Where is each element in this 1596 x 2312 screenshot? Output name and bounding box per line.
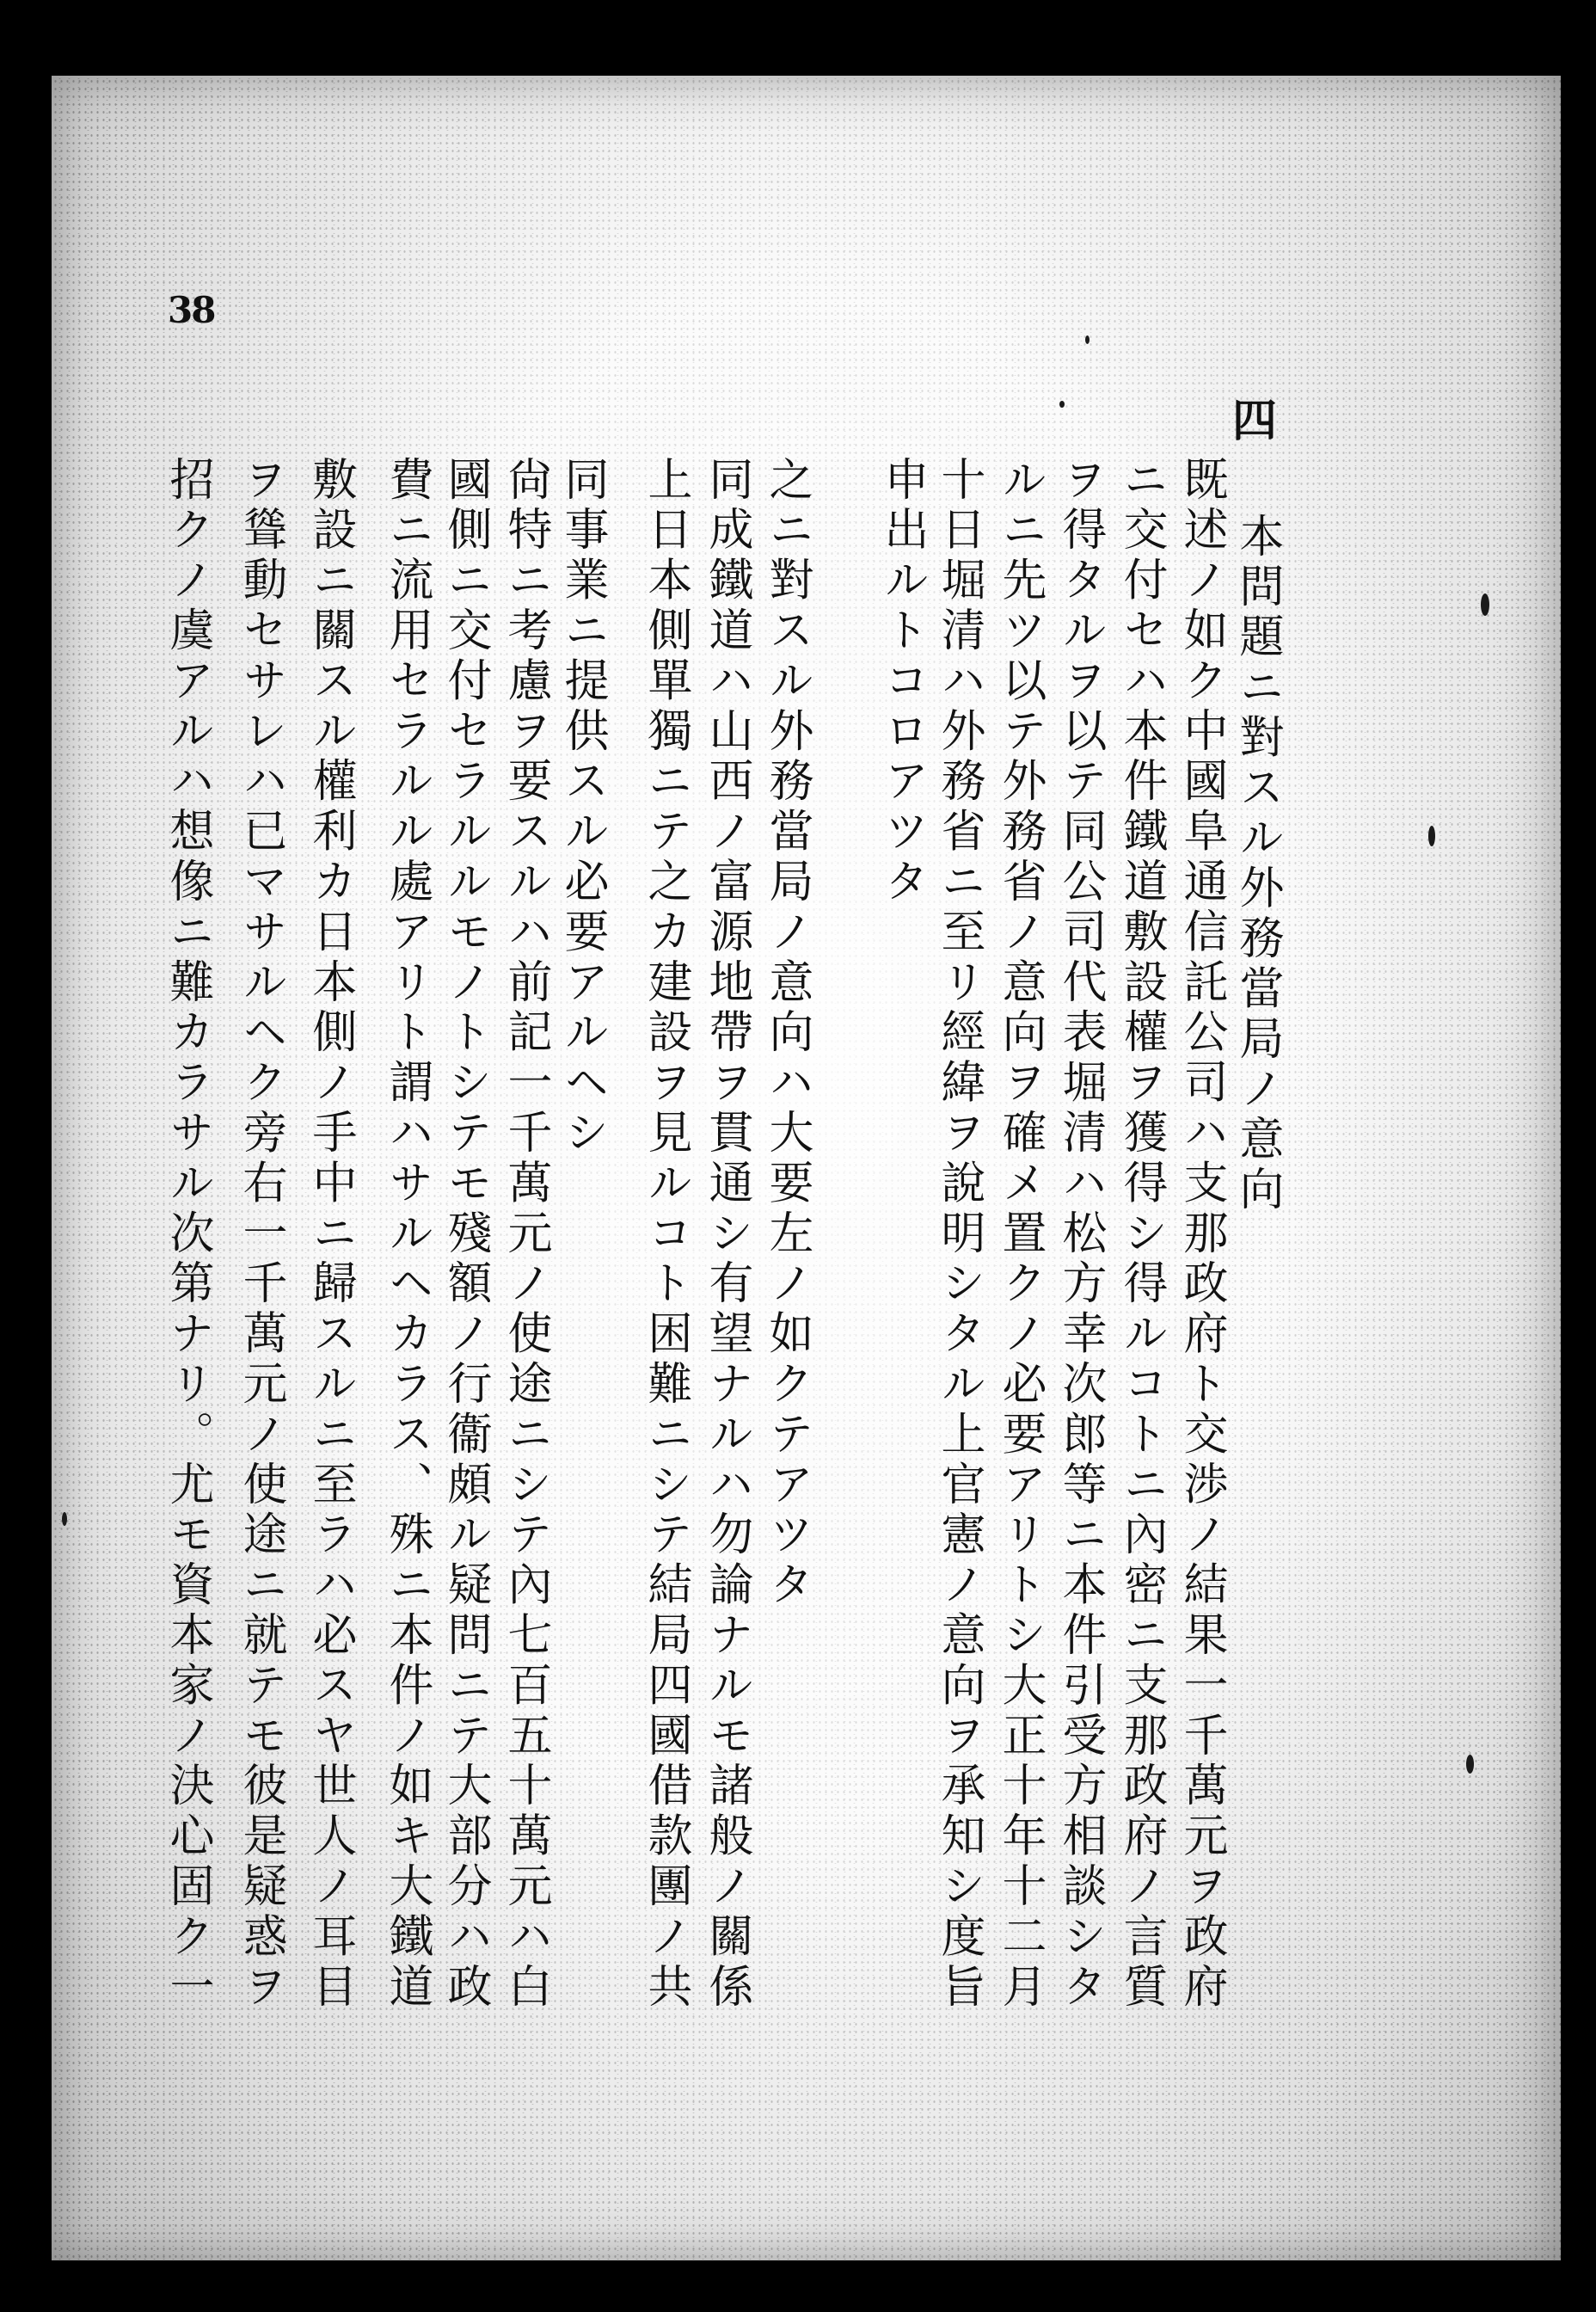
text-column: 之ニ對スル外務當局ノ意向ハ大要左ノ如クテアツタ xyxy=(761,456,813,1612)
text-column: 既述ノ如ク中國阜通信託公司ハ支那政府ト交渉ノ結果一千萬元ヲ政府 xyxy=(1176,456,1227,2014)
text-column: 招クノ虞アルハ想像ニ難カラサル次第ナリ。尤モ資本家ノ決心固ク一 xyxy=(162,456,213,2014)
text-column: 同事業ニ提供スル必要アルヘシ xyxy=(556,456,608,1159)
scan-speck xyxy=(1428,826,1435,846)
text-column: ニ交付セハ本件鐵道敷設權ヲ獲得シ得ルコトニ內密ニ支那政府ノ言質 xyxy=(1115,456,1167,2014)
text-column: 申出ルトコロアツタ xyxy=(876,456,928,908)
text-column: ヲ聳動セサレハ已マサルヘク旁右一千萬元ノ使途ニ就テモ彼是疑惑ヲ xyxy=(235,456,286,2014)
text-column: 國側ニ交付セラルルモノトシテモ殘額ノ行衞頗ル疑問ニテ大部分ハ政 xyxy=(439,456,491,2014)
section-heading: 本問題ニ對スル外務當局ノ意向 xyxy=(1231,513,1283,1216)
scan-speck xyxy=(1059,401,1065,408)
scan-speck xyxy=(1466,1755,1474,1774)
page-number: 38 xyxy=(168,289,215,331)
text-column: ルニ先ツ以テ外務省ノ意向ヲ確メ置クノ必要アリトシ大正十年十二月 xyxy=(994,456,1046,2014)
text-column: 十日堀清ハ外務省ニ至リ經緯ヲ說明シタル上官憲ノ意向ヲ承知シ度旨 xyxy=(933,456,985,2014)
section-number: 四 xyxy=(1231,395,1277,447)
text-column: ヲ得タルヲ以テ同公司代表堀清ハ松方幸次郎等ニ本件引受方相談シタ xyxy=(1054,456,1106,2014)
text-column: 敷設ニ關スル權利カ日本側ノ手中ニ歸スルニ至ラハ必スヤ世人ノ耳目 xyxy=(304,456,356,2014)
scan-speck xyxy=(1481,593,1489,616)
text-column: 尙特ニ考慮ヲ要スルハ前記一千萬元ノ使途ニシテ內七百五十萬元ハ白 xyxy=(500,456,551,2014)
scan-speck xyxy=(62,1512,67,1526)
text-column: 費ニ流用セラルル處アリト謂ハサルヘカラス、殊ニ本件ノ如キ大鐵道 xyxy=(381,456,433,2014)
text-column: 同成鐵道ハ山西ノ富源地帶ヲ貫通シ有望ナルハ勿論ナルモ諸般ノ關係 xyxy=(701,456,752,2014)
text-column: 上日本側單獨ニテ之カ建設ヲ見ルコト困難ニシテ結局四國借款團ノ共 xyxy=(640,456,691,2014)
scan-speck xyxy=(1085,335,1090,344)
